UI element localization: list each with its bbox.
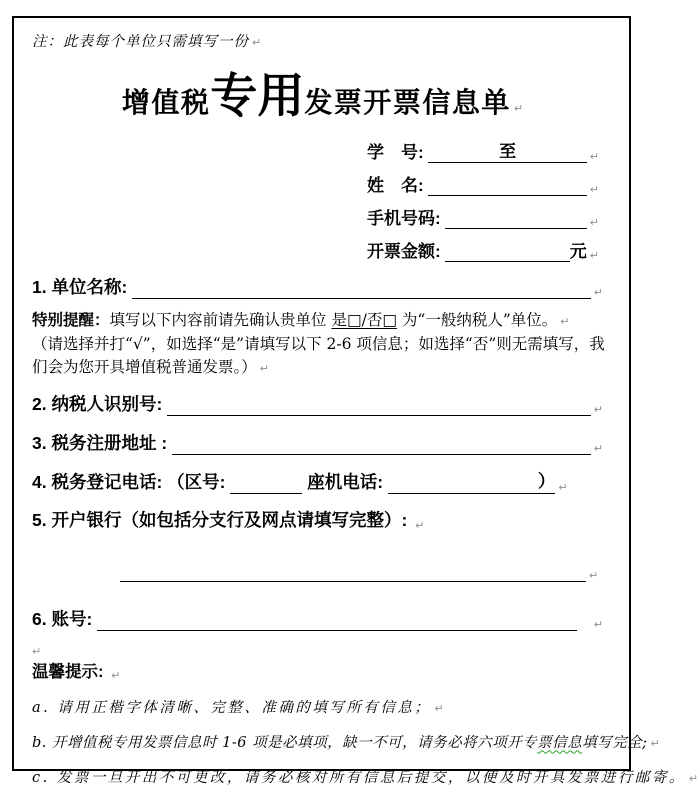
bank-blank[interactable] [120,581,586,582]
field-tax-phone-row [32,468,613,494]
amount-label: 开票金额: [367,241,446,261]
paragraph-mark: ↵ [589,215,599,229]
title-suffix: 发票开票信息单 [304,86,511,119]
tip-b-text-after: 填写完全; [582,734,648,751]
tax-address-blank[interactable] [172,454,591,455]
reminder-instructions: （请选择并打“√”，如选择“是”请填写以下 2-6 项信息；如选择“否”则无需填写，我们会为您开具增值税普通发票。） [32,334,605,376]
amount-row [367,240,599,262]
company-name-blank[interactable] [132,298,591,299]
special-reminder [32,308,613,333]
amount-blank[interactable] [445,261,569,262]
spellcheck-flagged-text: 票信息 [537,734,583,751]
paragraph-mark: ↵ [434,701,444,715]
tip-b [32,731,660,752]
tips-heading: 温馨提示: [32,662,109,681]
close-paren: ） [538,468,556,494]
paragraph-mark: ↵ [259,361,269,375]
paragraph-mark: ↵ [252,36,262,49]
paragraph-mark: ↵ [415,518,425,532]
name-row [367,174,599,196]
landline-label: 座机电话: [302,471,388,492]
tip-c [32,766,698,787]
paragraph-mark: ↵ [593,285,603,299]
paragraph-mark: ↵ [558,480,568,494]
student-no-row [367,141,599,163]
taxpayer-id-label: 2. 纳税人识别号: [32,393,168,414]
tax-address-label: 3. 税务注册地址 : [32,432,173,453]
paragraph-mark: ↵ [560,314,570,328]
paragraph-mark: ↵ [589,149,599,163]
tips-heading-row [32,658,613,682]
paragraph-mark: ↵ [589,182,599,196]
area-code-blank[interactable] [230,493,302,494]
mobile-row [367,207,599,229]
header-fields-block [367,141,599,262]
paragraph-mark: ↵ [593,617,603,631]
paragraph-mark: ↵ [650,736,660,750]
reminder-lead: 特别提醒： [32,309,110,329]
reminder-text-1: 填写以下内容前请先确认贵单位 [109,310,332,329]
paragraph-mark: ↵ [589,248,599,262]
name-blank[interactable] [428,195,586,196]
student-no-blank[interactable]: 至 [428,137,586,163]
note-line [32,30,613,51]
taxpayer-yes-no-checkboxes[interactable]: 是□/否□ [331,310,397,329]
bank-blank-line [32,562,613,582]
account-label: 6. 账号: [32,608,98,629]
mobile-label: 手机号码: [367,208,446,228]
account-blank[interactable] [97,630,577,631]
paragraph-mark: ↵ [593,402,603,416]
note-text: 注：此表每个单位只需填写一份 [32,34,249,50]
title-emphasis: 专用 [210,69,305,124]
page-title [32,71,613,123]
taxpayer-id-blank[interactable] [167,415,591,416]
amount-unit: 元 [569,241,587,261]
field-bank-row [32,507,613,532]
paragraph-mark: ↵ [593,441,603,455]
tip-a [32,696,613,717]
company-name-label: 1. 单位名称: [32,276,133,297]
bank-label: 5. 开户银行（如包括分支行及网点请填写完整）: [32,509,413,530]
tax-phone-label: 4. 税务登记电话: （区号: [32,471,231,492]
name-label: 姓 名: [367,175,429,195]
tip-b-text-before: b. 开增值税专用发票信息时 1-6 项是必填项，缺一不可，请务必将六项开专 [32,734,538,751]
tip-a-text: a. 请用正楷字体清晰、完整、准确的填写所有信息； [32,699,432,716]
field-account-row [32,606,613,631]
reminder-text-2: 为“一般纳税人”单位。 [396,310,558,329]
document-page [12,16,698,786]
field-company-name-row [32,274,613,299]
mobile-blank[interactable] [445,228,586,229]
title-prefix: 增值税 [121,86,211,119]
tip-c-text: c. 发票一旦开出不可更改，请务必核对所有信息后提交，以便及时开具发票进行邮寄。 [32,769,686,786]
paragraph-mark: ↵ [32,644,42,658]
paragraph-mark: ↵ [589,568,599,582]
field-taxpayer-id-row [32,391,613,416]
paragraph-mark: ↵ [688,771,698,785]
student-no-label: 学 号: [367,142,429,162]
landline-blank[interactable] [388,493,538,494]
field-tax-address-row [32,430,613,455]
special-reminder-line2 [32,333,613,380]
empty-paragraph [32,640,613,658]
paragraph-mark: ↵ [513,102,524,115]
paragraph-mark: ↵ [111,668,121,682]
